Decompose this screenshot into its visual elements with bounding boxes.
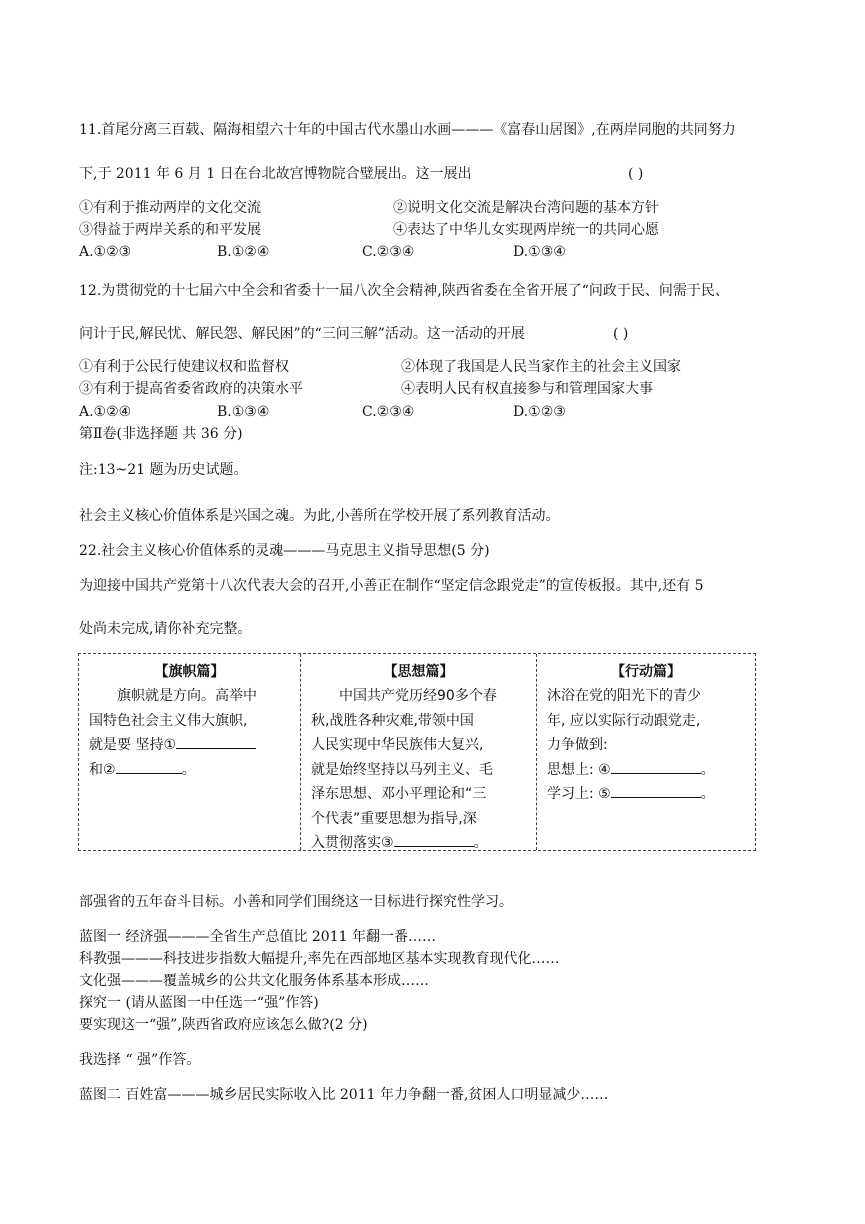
q12-choice-b: B.①③④ [217, 404, 270, 420]
poster-column-action [536, 654, 755, 850]
q12-choice-c: C.②③④ [362, 404, 415, 420]
poster-column-thought [300, 654, 536, 850]
q12-option-1: ①有利于公民行使建议权和监督权 [79, 359, 289, 375]
poster-text: 就是要 坚持① [89, 737, 177, 753]
q12-answer-bracket: ( ) [613, 326, 629, 342]
poster-text: 。 [473, 835, 488, 851]
blank-5[interactable] [611, 783, 701, 798]
section-title: 第Ⅱ卷(非选择题 共 36 分) [79, 426, 243, 442]
poster-text: 秋,战胜各种灾难,带领中国 [311, 712, 474, 729]
column-header: 【思想篇】 [383, 664, 454, 680]
poster-text: 年, 应以实际行动跟党走, [547, 712, 701, 729]
poster-text: 力争做到: [547, 737, 608, 753]
poster-text: 人民实现中华民族伟大复兴, [311, 737, 484, 753]
poster-text: 沐浴在党的阳光下的青少 [547, 688, 701, 704]
blueprint-1-culture: 文化强———覆盖城乡的公共文化服务体系基本形成…… [79, 973, 429, 989]
q12-option-4: ④表明人民有权直接参与和管理国家大事 [401, 381, 653, 397]
section-note: 注:13~21 题为历史试题。 [79, 462, 248, 478]
blank-2[interactable] [116, 759, 182, 774]
q12-choice-d: D.①②③ [513, 404, 566, 420]
explore-1-answer: 我选择 “ 强”作答。 [79, 1052, 201, 1068]
q12-stem-line1: 12.为贯彻党的十七届六中全会和省委十一届八次全会精神,陕西省委在全省开展了“问政于民、问需于民、 [79, 283, 729, 299]
poster-table [78, 653, 756, 851]
blueprint-1-economy: 蓝图一 经济强———全省生产总值比 2011 年翻一番…… [79, 929, 436, 945]
section-intro: 社会主义核心价值体系是兴国之魂。为此,小善所在学校开展了系列教育活动。 [79, 508, 560, 524]
poster-text: 。 [181, 761, 196, 778]
poster-text: 。 [700, 786, 715, 802]
poster-text: 泽东思想、邓小平理论和“三 [311, 786, 487, 802]
poster-column-banner [79, 654, 300, 850]
poster-text: 入贯彻落实③ [311, 835, 394, 851]
q11-stem-line2: 下,于 2011 年 6 月 1 日在台北故宫博物院合璧展出。这一展出 [79, 166, 472, 182]
q11-choice-c: C.②③④ [362, 244, 415, 260]
blank-3[interactable] [394, 832, 474, 847]
q12-option-3: ③有利于提高省委省政府的决策水平 [79, 381, 303, 397]
poster-text: 。 [700, 761, 715, 778]
poster-text: 就是始终坚持以马列主义、毛 [311, 761, 493, 778]
q12-choice-a: A.①②④ [79, 404, 132, 420]
explore-1-question: 要实现这一“强”,陕西省政府应该怎么做?(2 分) [79, 1017, 368, 1033]
q12-option-2: ②体现了我国是人民当家作主的社会主义国家 [401, 359, 681, 375]
blueprint-intro: 部强省的五年奋斗目标。小善和同学们围绕这一目标进行探究性学习。 [79, 894, 513, 910]
q11-choice-b: B.①②④ [217, 244, 270, 260]
q22-stem-line2: 处尚未完成,请你补充完整。 [79, 621, 252, 637]
poster-text: 中国共产党历经90多个春 [311, 688, 497, 704]
q11-option-3: ③得益于两岸关系的和平发展 [79, 222, 261, 238]
q12-stem-line2: 问计于民,解民忧、解民怨、解民困”的“三问三解”活动。这一活动的开展 [79, 326, 525, 342]
q11-choice-a: A.①②③ [79, 244, 132, 260]
blank-1[interactable] [176, 734, 256, 749]
q11-answer-bracket: ( ) [628, 166, 644, 182]
poster-text: 和② [89, 761, 116, 778]
blank-4[interactable] [611, 759, 701, 774]
q11-option-4: ④表达了中华儿女实现两岸统一的共同心愿 [393, 222, 659, 238]
q11-choice-d: D.①③④ [513, 244, 566, 260]
poster-text: 个代表”重要思想为指导,深 [311, 810, 477, 827]
q11-stem-line1: 11.首尾分离三百载、隔海相望六十年的中国古代水墨山水画———《富春山居图》,在两岸同胞的共同努力 [79, 122, 736, 138]
poster-text: 学习上: ⑤ [547, 786, 611, 802]
q11-option-1: ①有利于推动两岸的文化交流 [79, 200, 261, 216]
poster-text: 旗帜就是方向。高举中 [89, 688, 257, 704]
poster-text: 思想上: ④ [547, 761, 611, 778]
explore-1-title: 探究一 (请从蓝图一中任选一“强”作答) [79, 995, 319, 1011]
q11-option-2: ②说明文化交流是解决台湾问题的基本方针 [393, 200, 659, 216]
q22-title: 22.社会主义核心价值体系的灵魂———马克思主义指导思想(5 分) [79, 543, 490, 559]
column-header: 【行动篇】 [611, 664, 681, 680]
blueprint-2: 蓝图二 百姓富———城乡居民实际收入比 2011 年力争翻一番,贫困人口明显减少…… [79, 1087, 609, 1103]
q22-stem-line1: 为迎接中国共产党第十八次代表大会的召开,小善正在制作“坚定信念跟党走”的宣传板报。其中,还有 5 [79, 578, 704, 594]
poster-text: 国特色社会主义伟大旗帜, [89, 712, 248, 729]
column-header: 【旗帜篇】 [154, 664, 225, 680]
blueprint-1-science: 科教强———科技进步指数大幅提升,率先在西部地区基本实现教育现代化…… [79, 951, 560, 967]
